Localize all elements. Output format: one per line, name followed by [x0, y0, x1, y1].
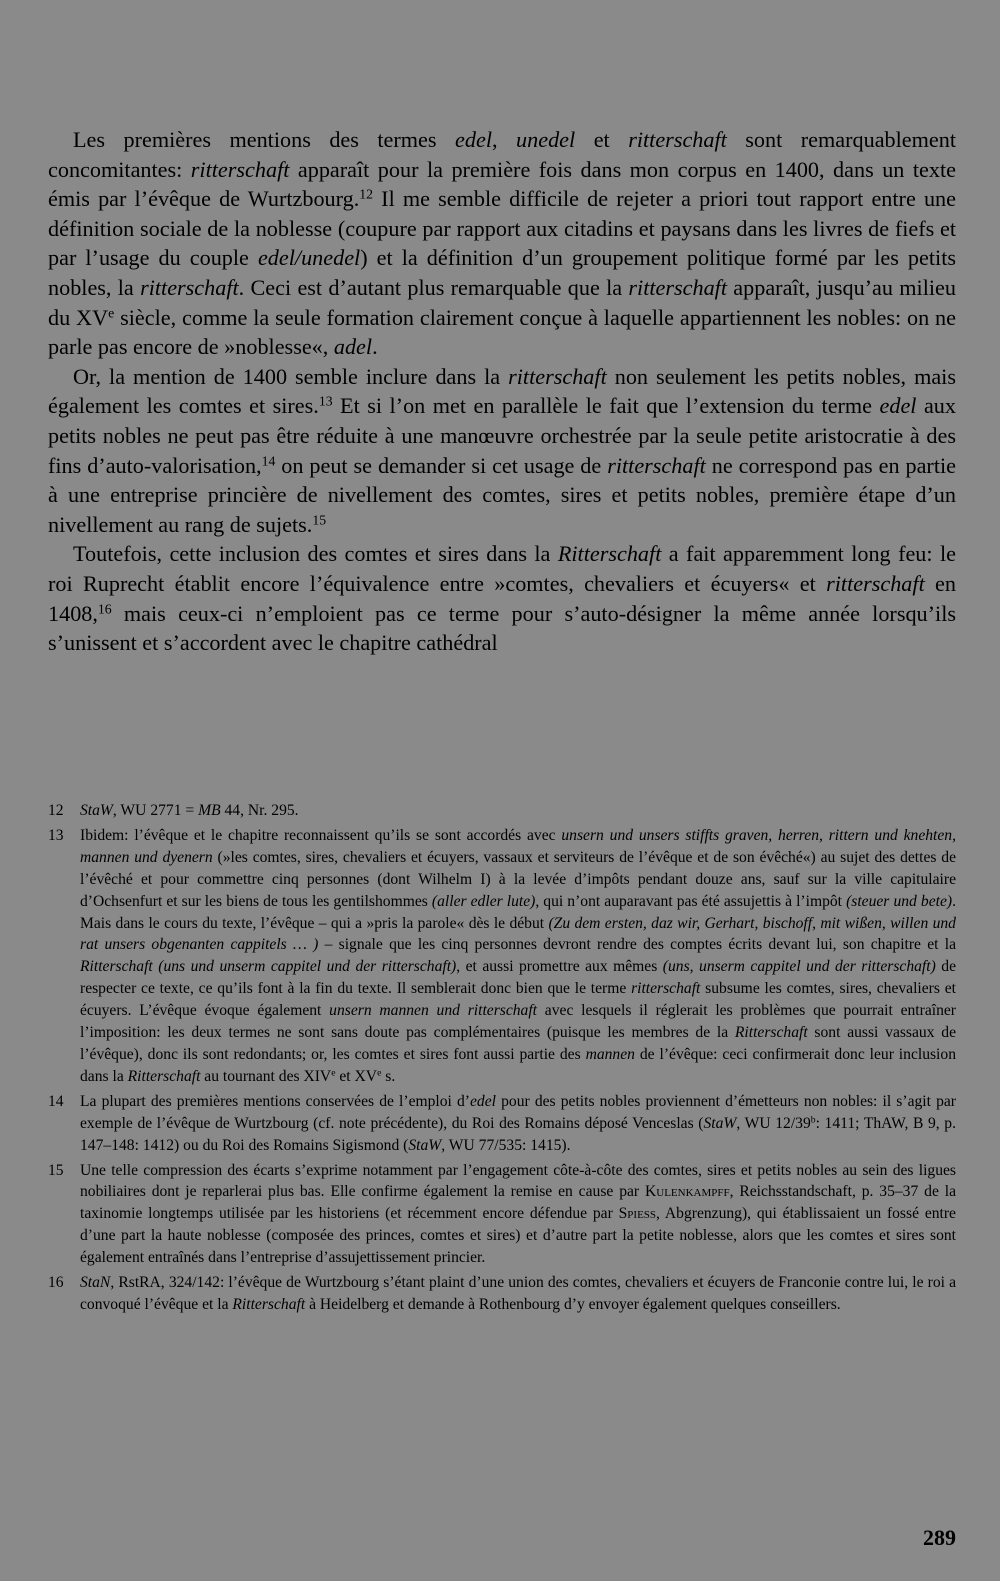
text-run: subsume les comtes, sires, chevaliers et écuyers. L’évêque évoque également: [80, 980, 956, 1020]
italic-text: edel/unedel: [257, 245, 361, 271]
text-run: Et si l’on met en parallèle le fait que l’extension du terme: [332, 393, 880, 419]
text-run: de respecter ce texte, ce qu’ils font à la fin du texte. Il semblerait donc bien que le terme: [80, 958, 956, 998]
text-run: s.: [381, 1067, 396, 1085]
italic-text: Ritterschaft (uns und unserm cappitel und der ritterschaft): [80, 958, 457, 976]
superscript: e: [108, 305, 115, 320]
superscript: 16: [97, 600, 112, 616]
footnote-number: 14: [48, 1092, 64, 1110]
italic-text: edel: [879, 393, 917, 419]
text-run: en 1408,: [48, 570, 956, 626]
text-run: Toutefois, cette inclusion des comtes et sires dans la: [73, 541, 558, 567]
text-run: ) et la définition d’un groupement politique formé par les petits nobles, la: [48, 245, 956, 300]
italic-text: unsern mannen und ritterschaft: [329, 1002, 538, 1020]
italic-text: MB: [198, 802, 221, 819]
italic-text: unsern und unsers stiffts graven, herren, rittern und knehten, mannen und dyenern: [80, 826, 956, 866]
text-run: avec lesquels il réglerait les problèmes que pourrait entraîner l’imposition: les deux termes ne sont sans doute pas complémentaires (puisque les membres de la: [80, 1002, 956, 1042]
italic-text: unedel: [516, 127, 576, 152]
footnotes: [48, 800, 956, 1319]
superscript: 15: [312, 512, 327, 528]
text-run: on peut se demander si cet usage de: [275, 452, 608, 478]
text-run: , Reichsstandschaft, p. 35–37 de la taxinomie longtemps utilisée par les historiens (et récemment encore défendue par: [80, 1183, 956, 1223]
italic-text: Ritterschaft: [557, 541, 662, 567]
text-run: et: [575, 127, 629, 152]
text-run: siècle, comme la seule formation clairement conçue à laquelle appartiennent les nobles: on ne parle pas encore de »noblesse«,: [48, 304, 956, 360]
italic-text: ritterschaft: [140, 274, 239, 300]
footnote-number: 16: [48, 1274, 64, 1292]
text-run: de l’évêque: ceci confirmerait donc leur inclusion dans la: [80, 1045, 956, 1085]
text-run: , et aussi promettre aux mêmes: [456, 958, 663, 976]
italic-text: adel: [333, 334, 373, 360]
author-name: Spiess: [618, 1205, 657, 1223]
italic-text: (aller edler lute): [431, 892, 536, 910]
text-run: Les premières mentions des termes: [73, 127, 456, 152]
text-run: sont aussi vassaux de l’évêque), donc ils sont redondants; or, les comtes et sires font aussi partie des: [80, 1024, 956, 1063]
main-text: [48, 125, 956, 658]
text-run: , WU 12/39: [736, 1114, 811, 1132]
footnote-text: [80, 1274, 956, 1313]
italic-text: ritterschaft: [631, 980, 701, 998]
text-run: Une telle compression des écarts s’exprime notamment par l’engagement côte-à-côte des comtes, sires et petits nobles au sein des ligues nobiliaires dont je reparlerai plus bas. Elle confirme également la remise en cause par: [80, 1161, 956, 1201]
footnote-text: [80, 827, 956, 1085]
paragraph-2: [48, 362, 956, 540]
italic-text: Ritterschaft: [232, 1295, 306, 1313]
superscript: 12: [359, 186, 374, 202]
text-run: .: [372, 334, 378, 360]
text-run: ,: [492, 127, 517, 152]
superscript: b: [810, 1114, 816, 1126]
text-run: , WU 2771 =: [112, 802, 199, 819]
text-run: et XV: [335, 1067, 378, 1085]
italic-text: StaN: [80, 1274, 111, 1292]
text-run: . Ceci est d’autant plus remarquable que la: [238, 274, 629, 300]
superscript: 14: [261, 452, 276, 468]
footnote-14: [48, 1091, 956, 1157]
italic-text: ritterschaft: [826, 570, 925, 596]
text-run: Ibidem: l’évêque et le chapitre reconnaissent qu’ils se sont accordés avec: [80, 826, 562, 844]
text-run: Or, la mention de 1400 semble inclure dans la: [73, 363, 509, 389]
italic-text: edel: [470, 1092, 496, 1110]
footnote-number: 15: [48, 1161, 64, 1179]
italic-text: ritterschaft: [628, 127, 727, 152]
italic-text: Ritterschaft: [734, 1024, 808, 1042]
text-run: : 1411; ThAW, B 9, p. 147–148: 1412) ou du Roi des Romains Sigismond (: [80, 1114, 956, 1154]
italic-text: (uns, unserm cappitel und der ritterschaft): [662, 958, 936, 976]
italic-text: StaW: [408, 1136, 442, 1154]
italic-text: edel: [455, 127, 492, 152]
text-run: au tournant des XIV: [200, 1067, 332, 1085]
text-run: , WU 77/535: 1415).: [441, 1136, 571, 1154]
text-run: a fait apparemment long feu: le roi Ruprecht établit encore l’équivalence entre »comtes, chevaliers et écuyers« et: [48, 541, 956, 596]
text-run: . Mais dans le cours du texte, l’évêque – qui a »pris la parole« dès le début: [80, 892, 956, 932]
italic-text: (Zu dem ersten, daz wir, Gerhart, bischoff, mit wißen, willen und rat unsers obgenanten cappitels … ): [80, 914, 956, 954]
text-run: – signale que les cinq personnes devront rendre des comptes écrits devant lui, son chapitre et la: [318, 936, 956, 954]
superscript: 13: [318, 393, 333, 409]
text-run: 44, Nr. 295.: [220, 802, 299, 819]
text-run: mais ceux-ci n’emploient pas ce terme pour s’auto-désigner la même année lorsqu’ils s’unissent et s’accordent avec le chapitre cathédral: [48, 600, 956, 656]
text-run: aux petits nobles ne peut pas être réduite à une manœuvre orchestrée par la seule petite aristocratie à des fins d’auto-valorisation,: [48, 393, 956, 478]
italic-text: ritterschaft: [190, 156, 290, 182]
superscript: e: [331, 1067, 336, 1079]
text-run: La plupart des premières mentions conservées de l’emploi d’: [80, 1092, 471, 1110]
italic-text: StaW: [703, 1114, 737, 1132]
text-run: , Abgrenzung), qui établissaient un fossé entre d’une part la haute noblesse (composée des princes, comtes et sires) et d’autre part la petite noblesse, alors que les comtes et sires sont également entraînés dans l’entreprise d’assujettissement princier.: [80, 1205, 956, 1267]
italic-text: ritterschaft: [607, 452, 706, 478]
footnote-12: [48, 800, 956, 822]
text-run: pour des petits nobles proviennent d’émetteurs non nobles: il s’agit par exemple de l’évêque de Wurtzbourg (cf. note précédente), du Roi des Romains déposé Venceslas (: [80, 1092, 956, 1132]
text-run: à Heidelberg et demande à Rothenbourg d’y envoyer également quelques conseillers.: [305, 1295, 841, 1313]
footnote-text: [80, 802, 299, 819]
paragraph-3: [48, 539, 956, 657]
text-run: ne correspond pas en partie à une entreprise princière de nivellement des comtes, sires et petits nobles, première étape d’un nivellement au rang de sujets.: [48, 452, 956, 537]
text-run: (»les comtes, sires, chevaliers et écuyers, vassaux et serviteurs de l’évêque et de son évêché«) au sujet des dettes de l’évêché et pour commettre cinq personnes (dont Wilhelm I) à la levée d’impôts pendant douze ans, sauf sur la ville capitulaire d’Ochsenfurt et sur les biens de tous les gentilshommes: [80, 848, 957, 910]
italic-text: mannen: [585, 1045, 635, 1063]
text-run: apparaît, jusqu’au milieu du XV: [48, 274, 956, 330]
text-run: Il me semble difficile de rejeter a priori tout rapport entre une définition sociale de la noblesse (coupure par rapport aux citadins et paysans dans les livres de fiefs et par l’usage du couple: [48, 186, 956, 271]
text-run: , qui n’ont auparavant pas été assujettis à l’impôt: [535, 892, 847, 910]
footnote-number: 13: [48, 826, 64, 844]
paragraph-1: [48, 125, 956, 362]
italic-text: Ritterschaft: [127, 1067, 201, 1085]
text-run: apparaît pour la première fois dans mon corpus en 1400, dans un texte émis par l’évêque de Wurtzbourg.: [48, 156, 956, 212]
italic-text: (steuer und bete): [846, 892, 953, 910]
footnote-13: [48, 825, 956, 1088]
italic-text: ritterschaft: [508, 363, 607, 389]
footnote-text: [80, 1093, 956, 1154]
footnote-15: [48, 1160, 956, 1270]
italic-text: StaW: [80, 802, 113, 819]
superscript: e: [377, 1067, 382, 1079]
text-run: sont remarquablement concomitantes:: [48, 127, 957, 182]
text-run: , RstRA, 324/142: l’évêque de Wurtzbourg s’étant plaint d’une union des comtes, chevaliers et écuyers de Franconie contre lui, le roi a convoqué l’évêque et la: [80, 1274, 956, 1313]
footnote-16: [48, 1272, 956, 1316]
author-name: Kulenkampff: [644, 1183, 730, 1201]
text-run: non seulement les petits nobles, mais également les comtes et sires.: [48, 363, 956, 419]
footnote-number: 12: [48, 802, 64, 819]
footnote-text: [80, 1162, 956, 1267]
italic-text: ritterschaft: [628, 274, 728, 300]
page-number: 289: [923, 1525, 956, 1550]
